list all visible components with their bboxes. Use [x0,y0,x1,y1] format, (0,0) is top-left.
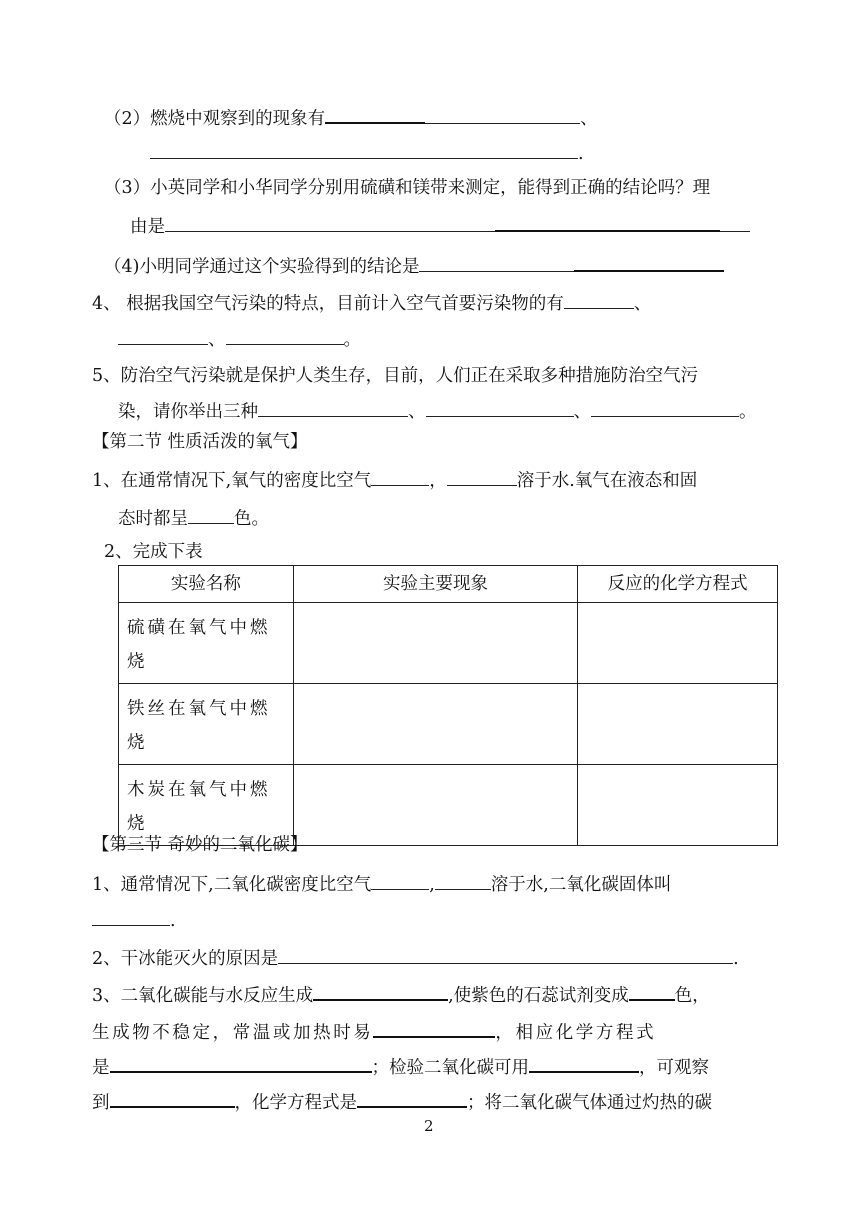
s2-q1-blank-3[interactable] [188,505,234,524]
item5-line1: 5、防治空气污染就是保护人类生存，目前，人们正在采取多种措施防治空气污 [92,366,699,386]
phenomenon-cell[interactable] [293,765,578,846]
s3-q1-blank-3[interactable] [92,907,170,926]
s3-q3-blank-7[interactable] [357,1088,467,1108]
q3-blank-1[interactable] [165,213,495,232]
q2-blank-2[interactable] [425,105,580,124]
section3-q1-line2: . [92,907,176,933]
item5-blank-3[interactable] [591,398,739,417]
s3-q3-blank-3[interactable] [373,1018,495,1038]
item5-line2: 染，请你举出三种 、 、 。 [118,398,757,424]
s3-q3-blank-2[interactable] [629,981,675,1001]
item4-line1: 4、 根据我国空气污染的特点，目前计入空气首要污染物的有 、 [92,290,651,316]
phenomenon-cell[interactable] [293,603,578,684]
experiment-name: 硫磺在氧气中燃烧 [119,603,294,684]
q2-blank-1[interactable] [325,104,425,124]
section3-header: 【第三节 奇妙的二氧化碳】 [92,835,308,855]
table-row [119,603,778,684]
item4-blank-2[interactable] [118,326,208,345]
table-header: 实验名称 [119,566,294,603]
section3-q1-line1: 1、通常情况下,二氧化碳密度比空气 , 溶于水,二氧化碳固体叫 [92,871,671,897]
s3-q3-blank-4[interactable] [110,1053,372,1073]
section2-header: 【第二节 性质活泼的氧气】 [92,432,308,452]
experiment-table [118,565,778,846]
phenomenon-cell[interactable] [293,684,578,765]
table-header-row [119,566,778,603]
q2-phenomena-line: （2）燃烧中观察到的现象有 、 [104,104,598,131]
section2-q1-line1: 1、在通常情况下,氧气的密度比空气 ， 溶于水.氧气在液态和固 [92,467,697,493]
q4-blank-1[interactable] [419,253,574,272]
q3-question-line1: （3）小英同学和小华同学分别用硫磺和镁带来测定，能得到正确的结论吗？理 [104,178,711,198]
s3-q1-blank-2[interactable] [435,871,491,890]
section3-q3-line1: 3、二氧化碳能与水反应生成 ,使紫色的石蕊试剂变成 色， [92,981,710,1008]
item4-line2: 、 。 [118,326,361,352]
s2-q1-blank-1[interactable] [371,467,429,486]
table-header: 实验主要现象 [293,566,578,603]
s3-q3-blank-6[interactable] [110,1088,235,1108]
item5-blank-1[interactable] [258,398,408,417]
q3-blank-2[interactable] [495,212,720,232]
section3-q3-line3: 是 ；检验二氧化碳可用 ，可观察 [92,1053,709,1080]
s3-q1-blank-1[interactable] [371,871,429,890]
q4-conclusion-line: （4)小明同学通过这个实验得到的结论是 [104,252,724,279]
table-header: 反应的化学方程式 [578,566,778,603]
equation-cell[interactable] [578,765,778,846]
experiment-name: 铁丝在氧气中燃烧 [119,684,294,765]
section3-q3-line2: 生成物不稳定，常温或加热时易 ，相应化学方程式 [92,1018,656,1045]
q2-blank-3[interactable] [150,140,578,159]
s3-q3-blank-1[interactable] [313,981,448,1001]
section2-q1-line2: 态时都呈 色。 [118,505,269,531]
s3-q2-blank[interactable] [278,945,733,964]
equation-cell[interactable] [578,603,778,684]
item4-blank-3[interactable] [226,326,344,345]
s3-q3-blank-5[interactable] [529,1053,639,1073]
q3-blank-3[interactable] [720,213,750,232]
section3-q3-line4: 到 ，化学方程式是 ；将二氧化碳气体通过灼热的碳 [92,1088,712,1115]
q3-question-line2: 由是 [130,212,750,239]
s2-q1-blank-2[interactable] [447,467,517,486]
equation-cell[interactable] [578,684,778,765]
experiment-name: 木炭在氧气中燃烧 [119,765,294,846]
section3-q2-line: 2、干冰能灭火的原因是 . [92,945,739,971]
page-number: 2 [424,1117,434,1135]
item4-blank-1[interactable] [564,290,634,309]
q2-phenomena-line2: . [150,140,584,166]
item5-blank-2[interactable] [426,398,574,417]
q4-blank-2[interactable] [574,252,724,272]
table-row [119,684,778,765]
section2-q2: 2、完成下表 [104,542,203,562]
